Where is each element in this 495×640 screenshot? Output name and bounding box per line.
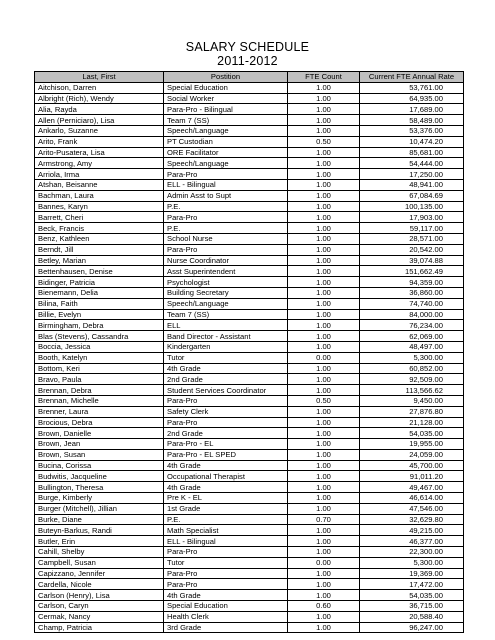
cell-name: Arito, Frank (35, 136, 164, 147)
table-row (35, 179, 464, 190)
cell-fte: 1.00 (288, 331, 360, 342)
cell-name: Bucina, Corissa (35, 460, 164, 471)
cell-position: Admin Asst to Supt (164, 190, 288, 201)
cell-name: Armstrong, Amy (35, 158, 164, 169)
cell-rate: 67,084.69 (360, 190, 464, 201)
cell-name: Cardella, Nicole (35, 579, 164, 590)
cell-position: Asst Superintendent (164, 266, 288, 277)
cell-fte: 1.00 (288, 406, 360, 417)
table-row (35, 244, 464, 255)
cell-position: 2nd Grade (164, 374, 288, 385)
table-row (35, 374, 464, 385)
cell-position: PT Custodian (164, 136, 288, 147)
cell-fte: 1.00 (288, 341, 360, 352)
cell-rate: 24,059.00 (360, 449, 464, 460)
cell-rate: 76,234.00 (360, 320, 464, 331)
cell-rate: 17,472.00 (360, 579, 464, 590)
cell-fte: 1.00 (288, 428, 360, 439)
cell-name: Bachman, Laura (35, 190, 164, 201)
cell-position: ELL - Bilingual (164, 536, 288, 547)
cell-name: Bannes, Karyn (35, 201, 164, 212)
cell-position: Special Education (164, 82, 288, 93)
table-row (35, 503, 464, 514)
cell-position: Tutor (164, 352, 288, 363)
cell-fte: 0.60 (288, 601, 360, 612)
cell-name: Brocious, Debra (35, 417, 164, 428)
table-row (35, 266, 464, 277)
cell-fte: 1.00 (288, 179, 360, 190)
cell-position: Speech/Language (164, 125, 288, 136)
cell-rate: 17,689.00 (360, 104, 464, 115)
cell-rate: 85,681.00 (360, 147, 464, 158)
table-row (35, 93, 464, 104)
cell-rate: 54,035.00 (360, 590, 464, 601)
cell-name: Carlson (Henry), Lisa (35, 590, 164, 601)
table-row (35, 169, 464, 180)
cell-name: Arriola, Irma (35, 169, 164, 180)
cell-name: Brennan, Michelle (35, 395, 164, 406)
cell-name: Beck, Francis (35, 223, 164, 234)
cell-rate: 45,700.00 (360, 460, 464, 471)
cell-fte: 1.00 (288, 233, 360, 244)
table-row (35, 568, 464, 579)
table-row (35, 611, 464, 622)
cell-fte: 1.00 (288, 309, 360, 320)
cell-rate: 48,497.00 (360, 341, 464, 352)
cell-position: Kindergarten (164, 341, 288, 352)
table-row (35, 104, 464, 115)
cell-position: Math Specialist (164, 525, 288, 536)
cell-position: ORE Facilitator (164, 147, 288, 158)
cell-position: ELL (164, 320, 288, 331)
cell-fte: 1.00 (288, 287, 360, 298)
column-header-rate: Current FTE Annual Rate (360, 72, 464, 83)
cell-rate: 39,074.88 (360, 255, 464, 266)
table-row (35, 557, 464, 568)
cell-position: Para-Pro (164, 212, 288, 223)
cell-position: Occupational Therapist (164, 471, 288, 482)
cell-position: Safety Clerk (164, 406, 288, 417)
cell-name: Brennan, Debra (35, 385, 164, 396)
cell-position: P.E. (164, 201, 288, 212)
cell-position: Health Clerk (164, 611, 288, 622)
table-row (35, 590, 464, 601)
cell-fte: 1.00 (288, 82, 360, 93)
cell-rate: 19,955.00 (360, 439, 464, 450)
cell-rate: 151,662.49 (360, 266, 464, 277)
table-row (35, 449, 464, 460)
cell-fte: 1.00 (288, 579, 360, 590)
cell-position: P.E. (164, 223, 288, 234)
cell-rate: 49,215.00 (360, 525, 464, 536)
cell-rate: 64,935.00 (360, 93, 464, 104)
table-row (35, 233, 464, 244)
cell-fte: 1.00 (288, 223, 360, 234)
salary-table (34, 71, 464, 633)
cell-position: Para-Pro (164, 579, 288, 590)
cell-fte: 1.00 (288, 93, 360, 104)
cell-name: Alia, Rayda (35, 104, 164, 115)
cell-name: Buteyn-Barkus, Randi (35, 525, 164, 536)
cell-name: Bravo, Paula (35, 374, 164, 385)
cell-position: Student Services Coordinator (164, 385, 288, 396)
cell-name: Bottom, Keri (35, 363, 164, 374)
cell-name: Boccia, Jessica (35, 341, 164, 352)
cell-fte: 1.00 (288, 590, 360, 601)
cell-fte: 1.00 (288, 374, 360, 385)
cell-fte: 1.00 (288, 547, 360, 558)
cell-name: Birmingham, Debra (35, 320, 164, 331)
cell-fte: 1.00 (288, 622, 360, 633)
table-row (35, 298, 464, 309)
cell-fte: 1.00 (288, 147, 360, 158)
cell-rate: 36,860.00 (360, 287, 464, 298)
cell-rate: 9,450.00 (360, 395, 464, 406)
cell-position: ELL - Bilingual (164, 179, 288, 190)
cell-rate: 48,941.00 (360, 179, 464, 190)
cell-position: Band Director - Assistant (164, 331, 288, 342)
cell-fte: 1.00 (288, 190, 360, 201)
cell-position: Pre K - EL (164, 493, 288, 504)
cell-name: Cahill, Shelby (35, 547, 164, 558)
cell-position: Para-Pro (164, 244, 288, 255)
column-header-fte: FTE Count (288, 72, 360, 83)
document-title: SALARY SCHEDULE (185, 40, 310, 54)
cell-rate: 53,761.00 (360, 82, 464, 93)
table-row (35, 309, 464, 320)
cell-rate: 10,474.20 (360, 136, 464, 147)
cell-position: 3rd Grade (164, 622, 288, 633)
table-row (35, 255, 464, 266)
cell-name: Carlson, Caryn (35, 601, 164, 612)
cell-rate: 47,546.00 (360, 503, 464, 514)
table-row (35, 460, 464, 471)
cell-name: Burke, Diane (35, 514, 164, 525)
cell-name: Burge, Kimberly (35, 493, 164, 504)
cell-fte: 1.00 (288, 320, 360, 331)
cell-fte: 1.00 (288, 493, 360, 504)
table-row (35, 363, 464, 374)
table-row (35, 320, 464, 331)
cell-name: Betley, Marian (35, 255, 164, 266)
cell-name: Bilina, Faith (35, 298, 164, 309)
cell-rate: 60,852.00 (360, 363, 464, 374)
column-header-position: Postition (164, 72, 288, 83)
table-row (35, 352, 464, 363)
cell-position: 4th Grade (164, 363, 288, 374)
table-row (35, 385, 464, 396)
cell-fte: 1.00 (288, 482, 360, 493)
cell-name: Benz, Kathleen (35, 233, 164, 244)
table-row (35, 482, 464, 493)
cell-position: Para-Pro (164, 568, 288, 579)
cell-position: Social Worker (164, 93, 288, 104)
cell-rate: 22,300.00 (360, 547, 464, 558)
cell-position: Para-Pro - Bilingual (164, 104, 288, 115)
cell-position: Para-Pro (164, 169, 288, 180)
cell-rate: 20,588.40 (360, 611, 464, 622)
cell-rate: 20,542.00 (360, 244, 464, 255)
table-row (35, 514, 464, 525)
cell-fte: 1.00 (288, 568, 360, 579)
cell-rate: 5,300.00 (360, 352, 464, 363)
cell-name: Brenner, Laura (35, 406, 164, 417)
table-row (35, 147, 464, 158)
cell-rate: 32,629.80 (360, 514, 464, 525)
cell-fte: 1.00 (288, 525, 360, 536)
cell-position: P.E. (164, 514, 288, 525)
table-row (35, 287, 464, 298)
cell-fte: 1.00 (288, 255, 360, 266)
cell-rate: 54,444.00 (360, 158, 464, 169)
cell-fte: 0.50 (288, 395, 360, 406)
cell-name: Booth, Katelyn (35, 352, 164, 363)
table-row (35, 115, 464, 126)
cell-rate: 96,247.00 (360, 622, 464, 633)
table-row (35, 547, 464, 558)
cell-rate: 84,000.00 (360, 309, 464, 320)
cell-name: Cermak, Nancy (35, 611, 164, 622)
cell-name: Brown, Jean (35, 439, 164, 450)
cell-position: Para-Pro - EL (164, 439, 288, 450)
cell-name: Arito-Pusatera, Lisa (35, 147, 164, 158)
cell-fte: 1.00 (288, 385, 360, 396)
cell-name: Champ, Patricia (35, 622, 164, 633)
cell-rate: 74,740.00 (360, 298, 464, 309)
cell-fte: 1.00 (288, 503, 360, 514)
cell-fte: 0.50 (288, 136, 360, 147)
cell-name: Campbell, Susan (35, 557, 164, 568)
cell-position: Para-Pro (164, 547, 288, 558)
cell-fte: 0.00 (288, 352, 360, 363)
cell-name: Atshan, Beisanne (35, 179, 164, 190)
table-row (35, 601, 464, 612)
cell-fte: 1.00 (288, 244, 360, 255)
table-row (35, 331, 464, 342)
table-row (35, 212, 464, 223)
cell-name: Berndt, Jill (35, 244, 164, 255)
cell-name: Billie, Evelyn (35, 309, 164, 320)
cell-fte: 0.70 (288, 514, 360, 525)
cell-fte: 1.00 (288, 449, 360, 460)
table-row (35, 223, 464, 234)
column-header-name: Last, First (35, 72, 164, 83)
cell-rate: 46,377.00 (360, 536, 464, 547)
cell-name: Blas (Stevens), Cassandra (35, 331, 164, 342)
cell-rate: 28,571.00 (360, 233, 464, 244)
cell-fte: 1.00 (288, 417, 360, 428)
cell-fte: 1.00 (288, 169, 360, 180)
table-row (35, 82, 464, 93)
cell-fte: 1.00 (288, 277, 360, 288)
cell-fte: 1.00 (288, 158, 360, 169)
cell-name: Brown, Danielle (35, 428, 164, 439)
table-row (35, 125, 464, 136)
cell-fte: 1.00 (288, 363, 360, 374)
cell-rate: 49,467.00 (360, 482, 464, 493)
cell-fte: 1.00 (288, 536, 360, 547)
cell-position: Team 7 (SS) (164, 115, 288, 126)
cell-position: Para-Pro (164, 395, 288, 406)
cell-name: Budwitis, Jacqueline (35, 471, 164, 482)
cell-position: Nurse Coordinator (164, 255, 288, 266)
document-subtitle: 2011-2012 (217, 54, 278, 68)
table-row (35, 622, 464, 633)
cell-rate: 62,069.00 (360, 331, 464, 342)
table-row (35, 525, 464, 536)
cell-fte: 1.00 (288, 298, 360, 309)
cell-name: Capizzano, Jennifer (35, 568, 164, 579)
cell-rate: 36,715.00 (360, 601, 464, 612)
cell-rate: 91,011.20 (360, 471, 464, 482)
cell-fte: 1.00 (288, 471, 360, 482)
cell-position: Building Secretary (164, 287, 288, 298)
cell-rate: 94,359.00 (360, 277, 464, 288)
cell-name: Burger (Mitchell), Jillian (35, 503, 164, 514)
cell-position: Speech/Language (164, 298, 288, 309)
cell-position: 4th Grade (164, 482, 288, 493)
cell-name: Bienemann, Delia (35, 287, 164, 298)
cell-rate: 19,369.00 (360, 568, 464, 579)
cell-name: Allen (Perniciaro), Lisa (35, 115, 164, 126)
cell-name: Butler, Erin (35, 536, 164, 547)
cell-position: Tutor (164, 557, 288, 568)
cell-rate: 5,300.00 (360, 557, 464, 568)
table-row (35, 341, 464, 352)
cell-position: Para-Pro (164, 417, 288, 428)
table-row (35, 395, 464, 406)
cell-fte: 1.00 (288, 125, 360, 136)
cell-position: Special Education (164, 601, 288, 612)
cell-rate: 59,117.00 (360, 223, 464, 234)
cell-name: Bidinger, Patricia (35, 277, 164, 288)
table-row (35, 406, 464, 417)
cell-position: School Nurse (164, 233, 288, 244)
cell-position: 4th Grade (164, 590, 288, 601)
table-row (35, 190, 464, 201)
table-row (35, 439, 464, 450)
cell-position: 2nd Grade (164, 428, 288, 439)
table-row (35, 417, 464, 428)
cell-fte: 1.00 (288, 439, 360, 450)
cell-fte: 1.00 (288, 460, 360, 471)
cell-rate: 92,509.00 (360, 374, 464, 385)
cell-fte: 1.00 (288, 212, 360, 223)
table-row (35, 136, 464, 147)
cell-name: Bullington, Theresa (35, 482, 164, 493)
cell-fte: 1.00 (288, 115, 360, 126)
table-row (35, 158, 464, 169)
cell-rate: 21,128.00 (360, 417, 464, 428)
cell-fte: 1.00 (288, 201, 360, 212)
cell-rate: 113,566.62 (360, 385, 464, 396)
table-row (35, 428, 464, 439)
cell-position: Team 7 (SS) (164, 309, 288, 320)
cell-position: Para-Pro - EL SPED (164, 449, 288, 460)
cell-rate: 53,376.00 (360, 125, 464, 136)
cell-fte: 1.00 (288, 104, 360, 115)
cell-rate: 58,489.00 (360, 115, 464, 126)
cell-rate: 17,250.00 (360, 169, 464, 180)
table-row (35, 536, 464, 547)
cell-rate: 17,903.00 (360, 212, 464, 223)
cell-name: Brown, Susan (35, 449, 164, 460)
table-row (35, 201, 464, 212)
cell-name: Bettenhausen, Denise (35, 266, 164, 277)
cell-name: Barrett, Cheri (35, 212, 164, 223)
table-row (35, 579, 464, 590)
cell-name: Aitchison, Darren (35, 82, 164, 93)
cell-fte: 1.00 (288, 611, 360, 622)
cell-name: Albright (Rich), Wendy (35, 93, 164, 104)
table-body (35, 82, 464, 633)
table-header-row (35, 72, 464, 83)
table-row (35, 471, 464, 482)
cell-rate: 46,614.00 (360, 493, 464, 504)
cell-fte: 1.00 (288, 266, 360, 277)
cell-rate: 54,035.00 (360, 428, 464, 439)
table-row (35, 493, 464, 504)
cell-position: Psychologist (164, 277, 288, 288)
cell-position: 4th Grade (164, 460, 288, 471)
cell-rate: 100,135.00 (360, 201, 464, 212)
cell-position: Speech/Language (164, 158, 288, 169)
table-row (35, 277, 464, 288)
cell-name: Ankarlo, Suzanne (35, 125, 164, 136)
cell-rate: 27,876.80 (360, 406, 464, 417)
cell-position: 1st Grade (164, 503, 288, 514)
cell-fte: 0.00 (288, 557, 360, 568)
